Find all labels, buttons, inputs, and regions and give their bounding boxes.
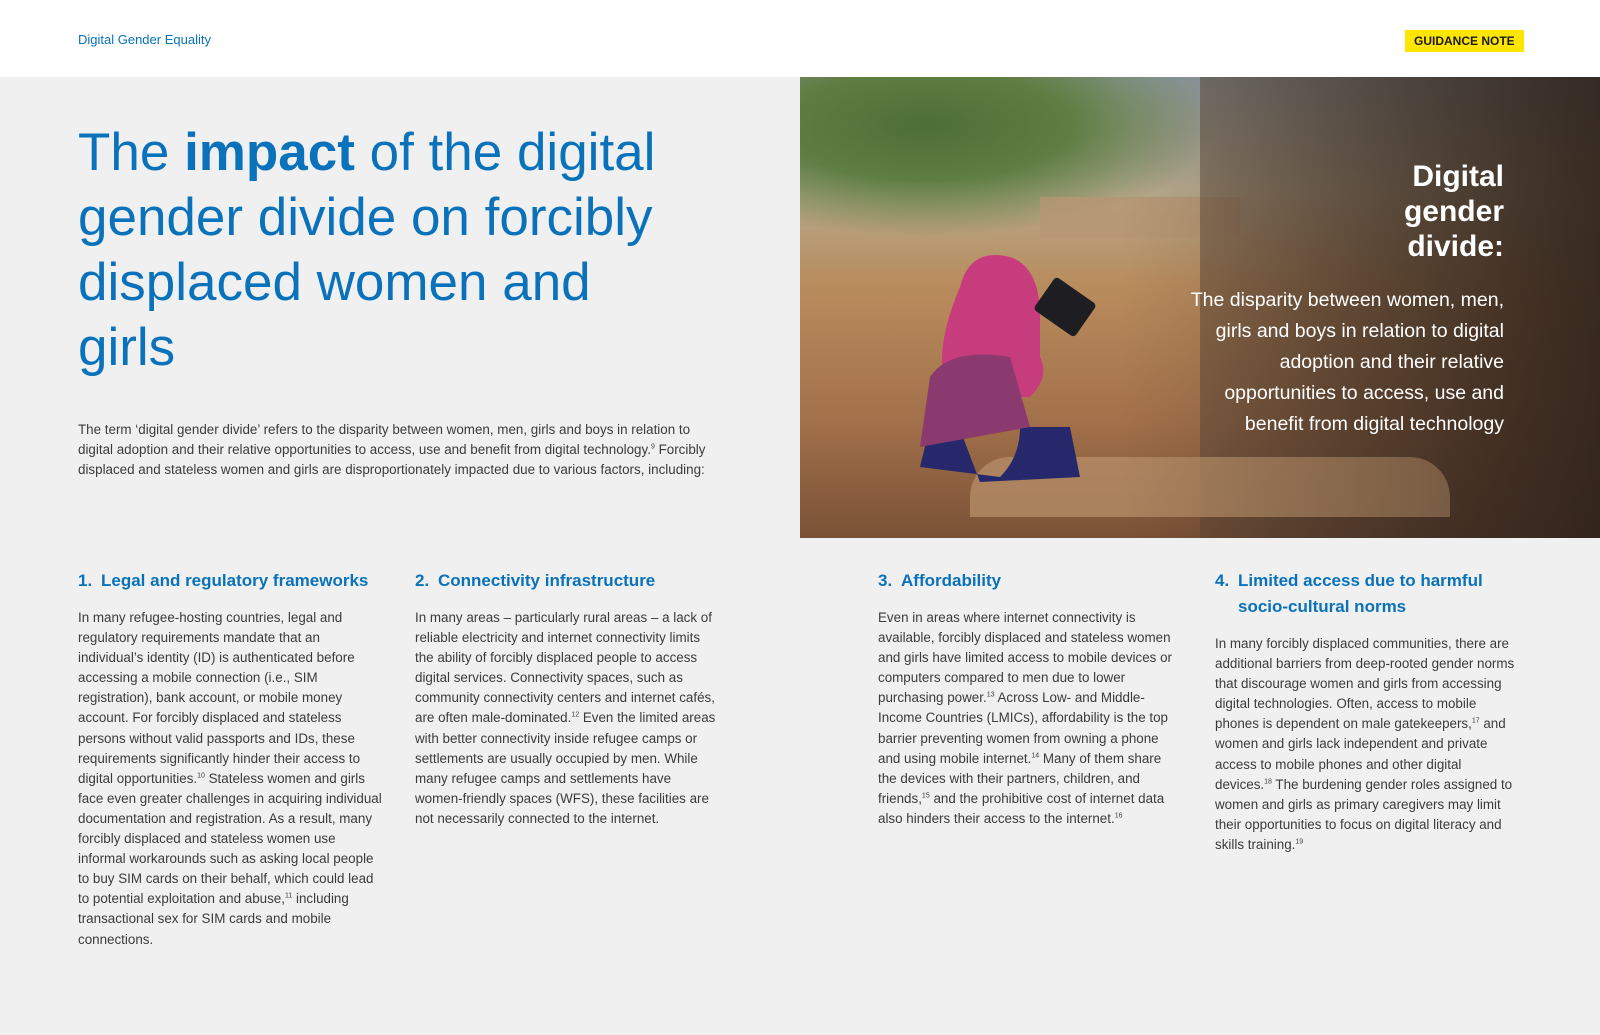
footnote-ref: 9 — [650, 443, 655, 451]
footnote-ref: 11 — [284, 892, 293, 900]
section-title: Connectivity infrastructure — [438, 571, 656, 590]
page-header — [0, 0, 1600, 77]
text: including transactional sex for SIM cards and mobile connections. — [78, 891, 349, 947]
text: The term ‘digital gender divide’ refers to the disparity between women, men, girls and boys in relation to digital adoption and their relative opportunities to access, use and benefit from digital technology. — [78, 422, 691, 457]
footnote-ref: 19 — [1295, 838, 1304, 846]
section-heading — [1215, 568, 1515, 620]
hero-photo — [800, 77, 1600, 538]
page-title — [78, 120, 698, 380]
section-number: 1. — [78, 571, 93, 590]
text: Even the limited areas with better connectivity inside refugee camps or settlements are usually occupied by men. While many refugee camps and settlements have women-friendly spaces (WFS), these facilities are not necessarily connected to the internet. — [415, 710, 716, 826]
text: and women and girls lack independent and private access to mobile phones and other digital devices. — [1215, 716, 1506, 792]
section-title: Legal and regulatory frameworks — [101, 571, 369, 590]
title-bold: impact — [184, 123, 355, 182]
text: Even in areas where internet connectivity is available, forcibly displaced and stateless women and girls have limited access to mobile devices or computers compared to men due to lower purchasing power. — [878, 610, 1172, 706]
title-pre: The — [78, 123, 185, 182]
section-title: Affordability — [901, 571, 1002, 590]
section-heading — [415, 568, 720, 594]
section-body — [1215, 634, 1515, 855]
section-affordability — [878, 568, 1183, 829]
title-post: of the digital gender divide on forcibly displaced women and girls — [78, 123, 656, 377]
section-heading — [78, 568, 383, 594]
definition-title: Digital gender divide: — [1403, 160, 1504, 263]
section-body — [415, 608, 720, 829]
footnote-ref: 13 — [986, 691, 995, 699]
photo-woman-figure — [890, 227, 1110, 497]
text: In many forcibly displaced communities, there are additional barriers from deep-rooted gender norms that discourage women and girls from accessing digital technologies. Often, access to mobile phones is dependent on male gatekeepers, — [1215, 636, 1515, 732]
section-heading — [878, 568, 1183, 594]
footnote-ref: 15 — [921, 792, 930, 800]
text: Stateless women and girls face even greater challenges in acquiring individual documentation and registration. As a result, many forcibly displaced and stateless women use informal workarounds such as asking local people to buy SIM cards on their behalf, which could lead to potential exploitation and abuse, — [78, 770, 382, 907]
section-number: 3. — [878, 571, 893, 590]
section-body — [78, 608, 383, 950]
text: The burdening gender roles assigned to women and girls as primary caregivers may limit their opportunities to focus on digital literacy and skills training. — [1215, 776, 1513, 852]
definition-text: The disparity between women, men, girls and boys in relation to digital adoption and their relative opportunities to access, use and benefit from digital technology — [1190, 289, 1504, 435]
section-social-norms — [1215, 568, 1515, 855]
brand-label: Digital Gender Equality — [78, 32, 211, 47]
section-body — [878, 608, 1183, 829]
text: Forcibly displaced and stateless women and girls are disproportionately impacted due to various factors, including: — [78, 442, 706, 477]
footnote-ref: 12 — [571, 712, 580, 719]
section-connectivity — [415, 568, 720, 829]
intro-paragraph — [78, 420, 728, 480]
footnote-ref: 14 — [1031, 752, 1040, 760]
section-legal — [78, 568, 383, 950]
footnote-ref: 17 — [1471, 717, 1480, 725]
footnote-ref: 16 — [1114, 812, 1123, 820]
footnote-ref: 10 — [197, 772, 205, 780]
section-title: Limited access due to harmful socio-cultural norms — [1238, 571, 1483, 616]
footnote-ref: 18 — [1264, 778, 1272, 786]
section-number: 4. — [1215, 571, 1230, 590]
text: Many of them share the devices with their partners, children, and friends, — [878, 750, 1162, 806]
guidance-note-badge: GUIDANCE NOTE — [1405, 30, 1524, 52]
text: In many areas – particularly rural areas – a lack of reliable electricity and internet connectivity limits the ability of forcibly displaced people to access digital services. Connectivity spaces, such as community connectivity centers and internet cafés, are often male-dominated. — [415, 610, 715, 726]
text: In many refugee-hosting countries, legal and regulatory requirements mandate that an individual’s identity (ID) is authenticated before accessing a mobile connection (i.e., SIM registration), bank account, or mobile money account. For forcibly displaced and stateless persons without valid passports and IDs, these requirements significantly hinder their access to digital opportunities. — [78, 610, 361, 786]
text: Across Low- and Middle-Income Countries (LMICs), affordability is the top barrier preventing women from owning a phone and using mobile internet. — [878, 690, 1169, 766]
text: and the prohibitive cost of internet data also hinders their access to the internet. — [878, 790, 1165, 826]
photo-overlay — [1120, 77, 1600, 538]
section-number: 2. — [415, 571, 430, 590]
